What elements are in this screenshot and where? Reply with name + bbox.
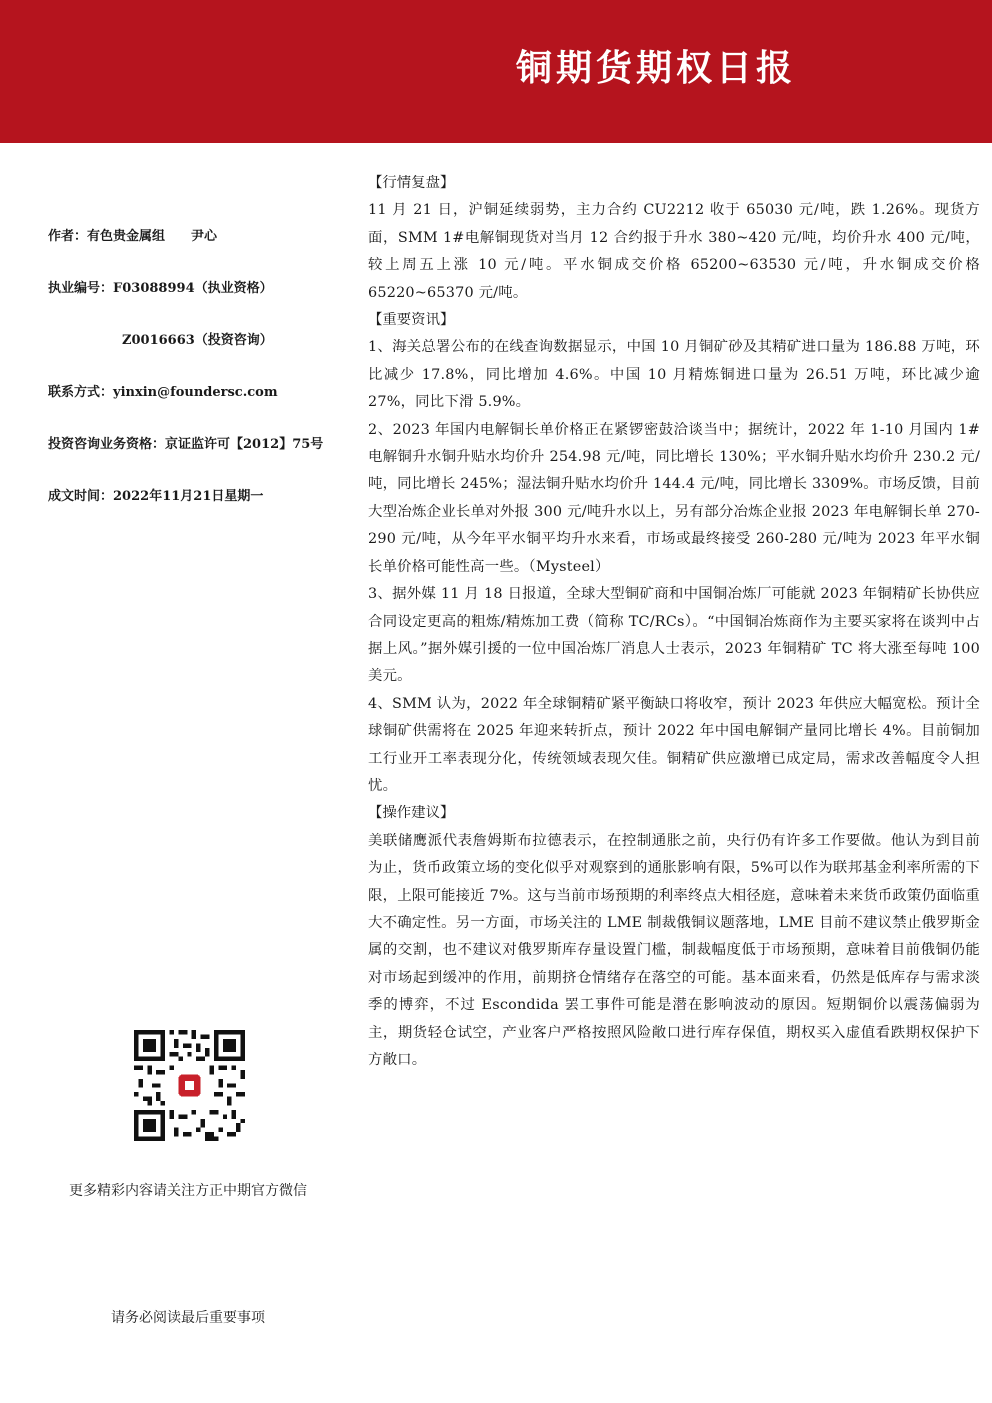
section-heading-market: 【行情复盘】: [368, 175, 455, 191]
license-value-2: Z0016663（投资咨询）: [122, 333, 273, 348]
date-row: [48, 485, 263, 504]
qualification-label: 投资咨询业务资格：: [48, 437, 166, 452]
date-label: 成文时间：: [48, 489, 114, 504]
license-row-2: [122, 329, 273, 348]
qr-caption: 更多精彩内容请关注方正中期官方微信: [69, 1183, 307, 1199]
author-sidebar: [0, 143, 360, 1403]
author-value: 有色贵金属组 尹心: [87, 229, 218, 244]
section-heading-news: 【重要资讯】: [368, 312, 455, 329]
contact-label: 联系方式：: [48, 385, 114, 400]
license-row: [48, 277, 273, 296]
qualification-value: 京证监许可【2012】75号: [165, 437, 324, 452]
license-label: 执业编号：: [48, 281, 114, 296]
report-body: [368, 170, 980, 1074]
qualification-row: [48, 433, 323, 452]
market-review-paragraph: 11 月 21 日，沪铜延续弱势，主力合约 CU2212 收于 65030 元/吨，跌 1.26%。现货方面，SMM 1#电解铜现货对当月 12 合约报于升水 380~420 元/吨，均价升水 400 元/吨，较上周五上涨 10 元/吨。平水铜成交价格 65200~63530 元/吨，升水铜成交价格 65220~65370 元/吨。: [368, 202, 980, 301]
news-item-4: 4、SMM 认为，2022 年全球铜精矿紧平衡缺口将收窄，预计 2023 年供应大幅宽松。预计全球铜矿供需将在 2025 年迎来转折点，预计 2022 年中国电解铜产量同比增长 4%。目前铜加工行业开工率表现分化，传统领域表现欠佳。铜精矿供应激增已成定局，需求改善幅度令人担忧。: [368, 695, 980, 794]
report-header: [0, 0, 992, 143]
report-title: 铜期货期权日报: [516, 47, 797, 89]
author-row: [48, 225, 217, 244]
wechat-qr-code: [134, 1030, 245, 1141]
trading-advice-paragraph: 美联储鹰派代表詹姆斯布拉德表示，在控制通胀之前，央行仍有许多工作要做。他认为到目前为止，货币政策立场的变化似乎对观察到的通胀影响有限，5%可以作为联邦基金利率所需的下限，上限可能接近 7%。这与当前市场预期的利率终点大相径庭，意味着未来货币政策仍面临重大不确定性。另一方面，市场关注的 LME 制裁俄铜议题落地，LME 目前不建议禁止俄罗斯金属的交割，也不建议对俄罗斯库存量设置门槛，制裁幅度低于市场预期，意味着目前俄铜仍能对市场起到缓冲的作用，前期挤仓情绪存在落空的可能。基本面来看，仍然是低库存与需求淡季的博弈，不过 Escondida 罢工事件可能是潜在影响波动的原因。短期铜价以震荡偏弱为主，期货轻仓试空，产业客户严格按照风险敞口进行库存保值，期权买入虚值看跌期权保护下方敞口。: [368, 832, 980, 1068]
news-item-1: 1、海关总署公布的在线查询数据显示，中国 10 月铜矿砂及其精矿进口量为 186.88 万吨，环比减少 17.8%，同比增加 4.6%。中国 10 月精炼铜进口量为 26.51 万吨，环比减少逾 27%，同比下滑 5.9%。: [368, 339, 980, 411]
date-value: 2022年11月21日星期一: [113, 489, 264, 504]
contact-email[interactable]: yinxin@foundersc.com: [113, 385, 278, 400]
disclaimer-note: 请务必阅读最后重要事项: [111, 1310, 265, 1326]
contact-row: [48, 381, 278, 400]
news-item-2: 2、2023 年国内电解铜长单价格正在紧锣密鼓洽谈当中；据统计，2022 年 1-10 月国内 1#电解铜升水铜升贴水均价升 254.98 元/吨，同比增长 130%；平水铜升贴水均价升 230.2 元/吨，同比增长 245%；湿法铜升贴水均价升 144.4 元/吨，同比增长 3309%。市场反馈，目前大型冶炼企业长单对外报 300 元/吨升水以上，另有部分冶炼企业报 2023 年电解铜长单 270-290 元/吨，从今年平水铜平均升水来看，市场或最终接受 260-280 元/吨为 2023 年平水铜长单价格可能性高一些。（Mysteel）: [368, 421, 980, 575]
section-heading-advice: 【操作建议】: [368, 805, 455, 822]
news-item-3: 3、据外媒 11 月 18 日报道，全球大型铜矿商和中国铜冶炼厂可能就 2023 年铜精矿长协供应合同设定更高的粗炼/精炼加工费（简称 TC/RCs）。“中国铜冶炼商作为主要买家将在谈判中占据上风。”据外媒引援的一位中国冶炼厂消息人士表示，2023 年铜精矿 TC 将大涨至每吨 100 美元。: [368, 586, 980, 685]
license-value-1: F03088994（执业资格）: [113, 281, 273, 296]
author-label: 作者：: [48, 229, 88, 244]
